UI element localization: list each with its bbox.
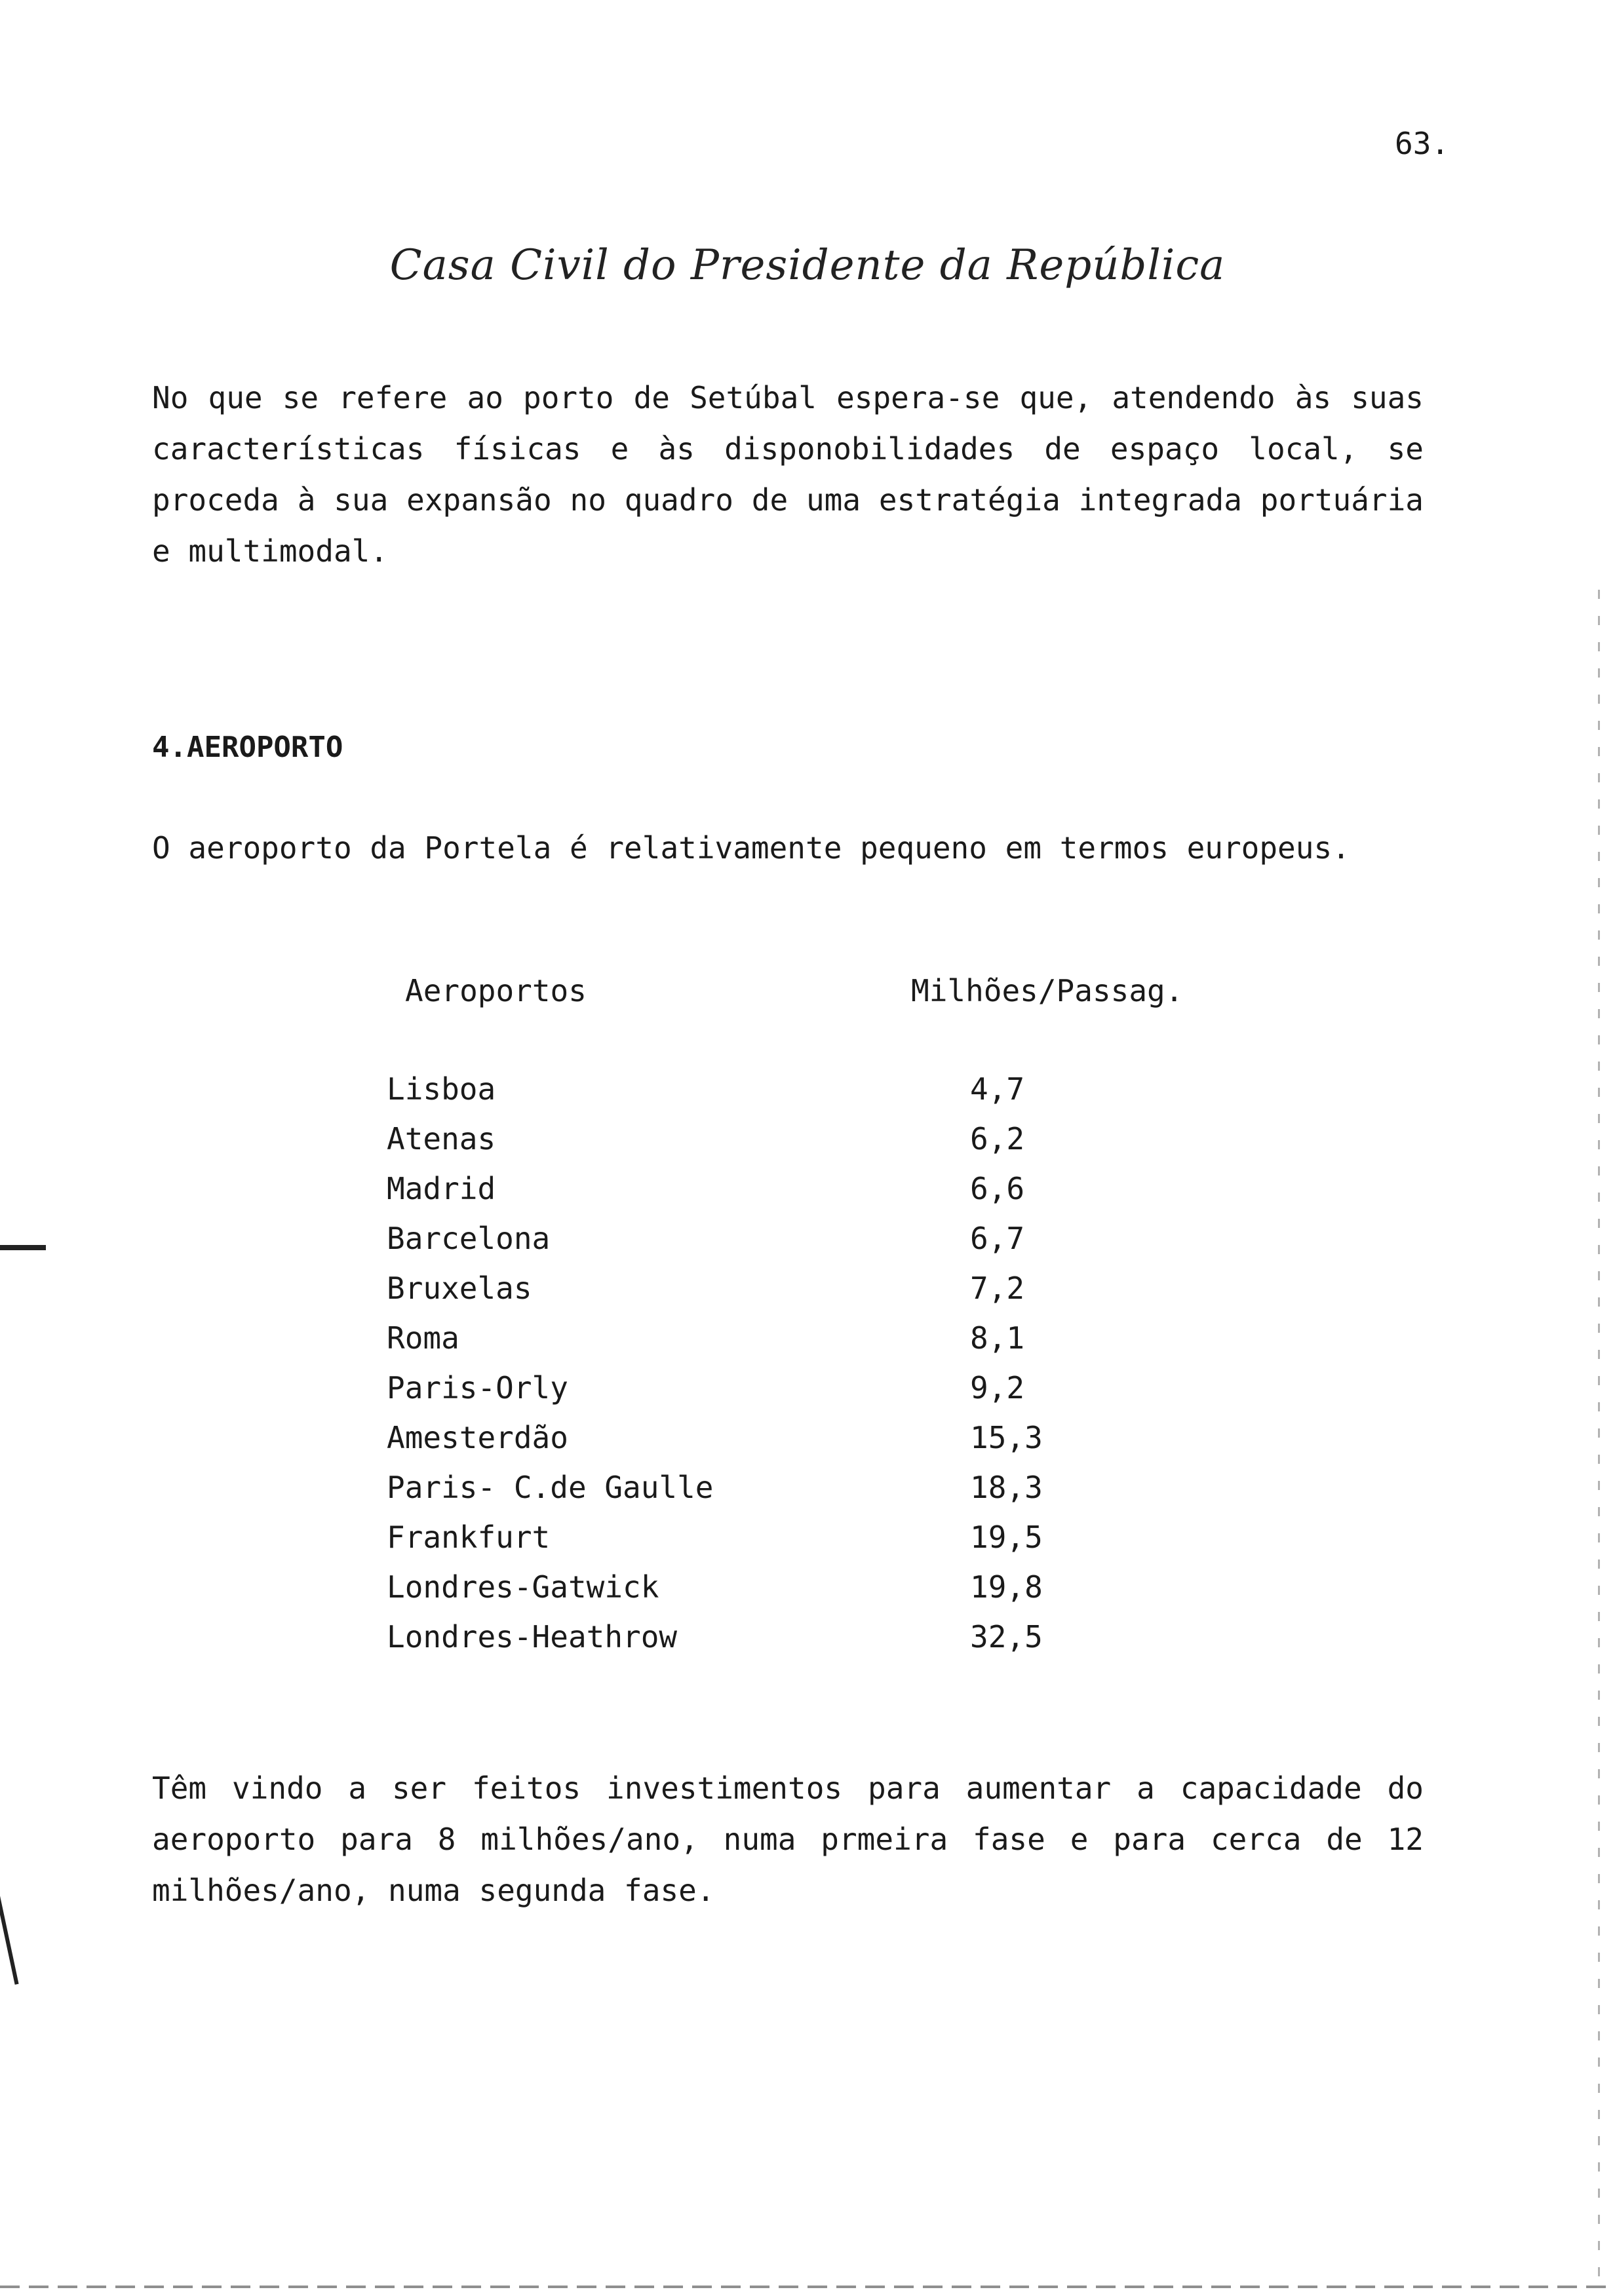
airport-name: Madrid xyxy=(387,1171,496,1206)
paragraph-portela: O aeroporto da Portela é relativamente pequeno em termos europeus. xyxy=(152,830,1350,866)
passenger-value: 8,1 xyxy=(970,1320,1025,1356)
letterhead: Casa Civil do Presidente da República xyxy=(389,241,1226,290)
airport-name: Lisboa xyxy=(387,1071,496,1107)
table-row xyxy=(0,1420,1615,1470)
passenger-value: 4,7 xyxy=(970,1071,1025,1107)
passenger-value: 19,5 xyxy=(970,1520,1043,1555)
paragraph-setubal: No que se refere ao porto de Setúbal espera-se que, atendendo às suas características físicas e às disponobilidades de espaço local, se proceda à sua expansão no quadro de uma estratégia integrada portuária e multimodal. xyxy=(152,380,1424,569)
page-number: 63. xyxy=(1395,126,1450,161)
passenger-value: 18,3 xyxy=(970,1470,1043,1505)
passenger-value: 7,2 xyxy=(970,1271,1025,1306)
airport-name: Londres-Heathrow xyxy=(387,1619,678,1655)
paragraph-investments: Têm vindo a ser feitos investimentos para aumentar a capacidade do aeroporto para 8 milhões/ano, numa prmeira fase e para cerca de 12 milhões/ano, numa segunda fase. xyxy=(152,1770,1424,1908)
passenger-value: 6,2 xyxy=(970,1121,1025,1157)
table-row xyxy=(0,1470,1615,1520)
table-row xyxy=(0,1619,1615,1669)
section-heading: 4.AEROPORTO xyxy=(152,731,343,764)
column-header-passengers: Milhões/Passag. xyxy=(911,973,1184,1008)
passenger-value: 6,7 xyxy=(970,1221,1025,1256)
airport-name: Barcelona xyxy=(387,1221,551,1256)
column-header-airports: Aeroportos xyxy=(405,973,587,1008)
scan-artifact-stroke xyxy=(0,1881,19,1985)
table-row xyxy=(0,1171,1615,1221)
airport-name: Amesterdão xyxy=(387,1420,568,1455)
airport-name: Paris- C.de Gaulle xyxy=(387,1470,714,1505)
scan-artifact-right-edge xyxy=(1598,590,1600,2280)
scan-artifact-left xyxy=(0,1245,46,1250)
passenger-value: 32,5 xyxy=(970,1619,1043,1655)
airport-name: Frankfurt xyxy=(387,1520,551,1555)
airport-name: Bruxelas xyxy=(387,1271,532,1306)
table-row xyxy=(0,1221,1615,1271)
table-row xyxy=(0,1569,1615,1619)
table-row xyxy=(0,1320,1615,1370)
airport-name: Atenas xyxy=(387,1121,496,1157)
table-row xyxy=(0,1271,1615,1320)
table-row xyxy=(0,1520,1615,1569)
passenger-value: 6,6 xyxy=(970,1171,1025,1206)
airport-table xyxy=(0,1071,1615,1669)
passenger-value: 19,8 xyxy=(970,1569,1043,1605)
table-row xyxy=(0,1071,1615,1121)
airport-name: Paris-Orly xyxy=(387,1370,568,1406)
table-row xyxy=(0,1370,1615,1420)
passenger-value: 9,2 xyxy=(970,1370,1025,1406)
passenger-value: 15,3 xyxy=(970,1420,1043,1455)
table-row xyxy=(0,1121,1615,1171)
airport-name: Roma xyxy=(387,1320,459,1356)
airport-name: Londres-Gatwick xyxy=(387,1569,659,1605)
scan-artifact-bottom-edge xyxy=(0,2286,1615,2288)
